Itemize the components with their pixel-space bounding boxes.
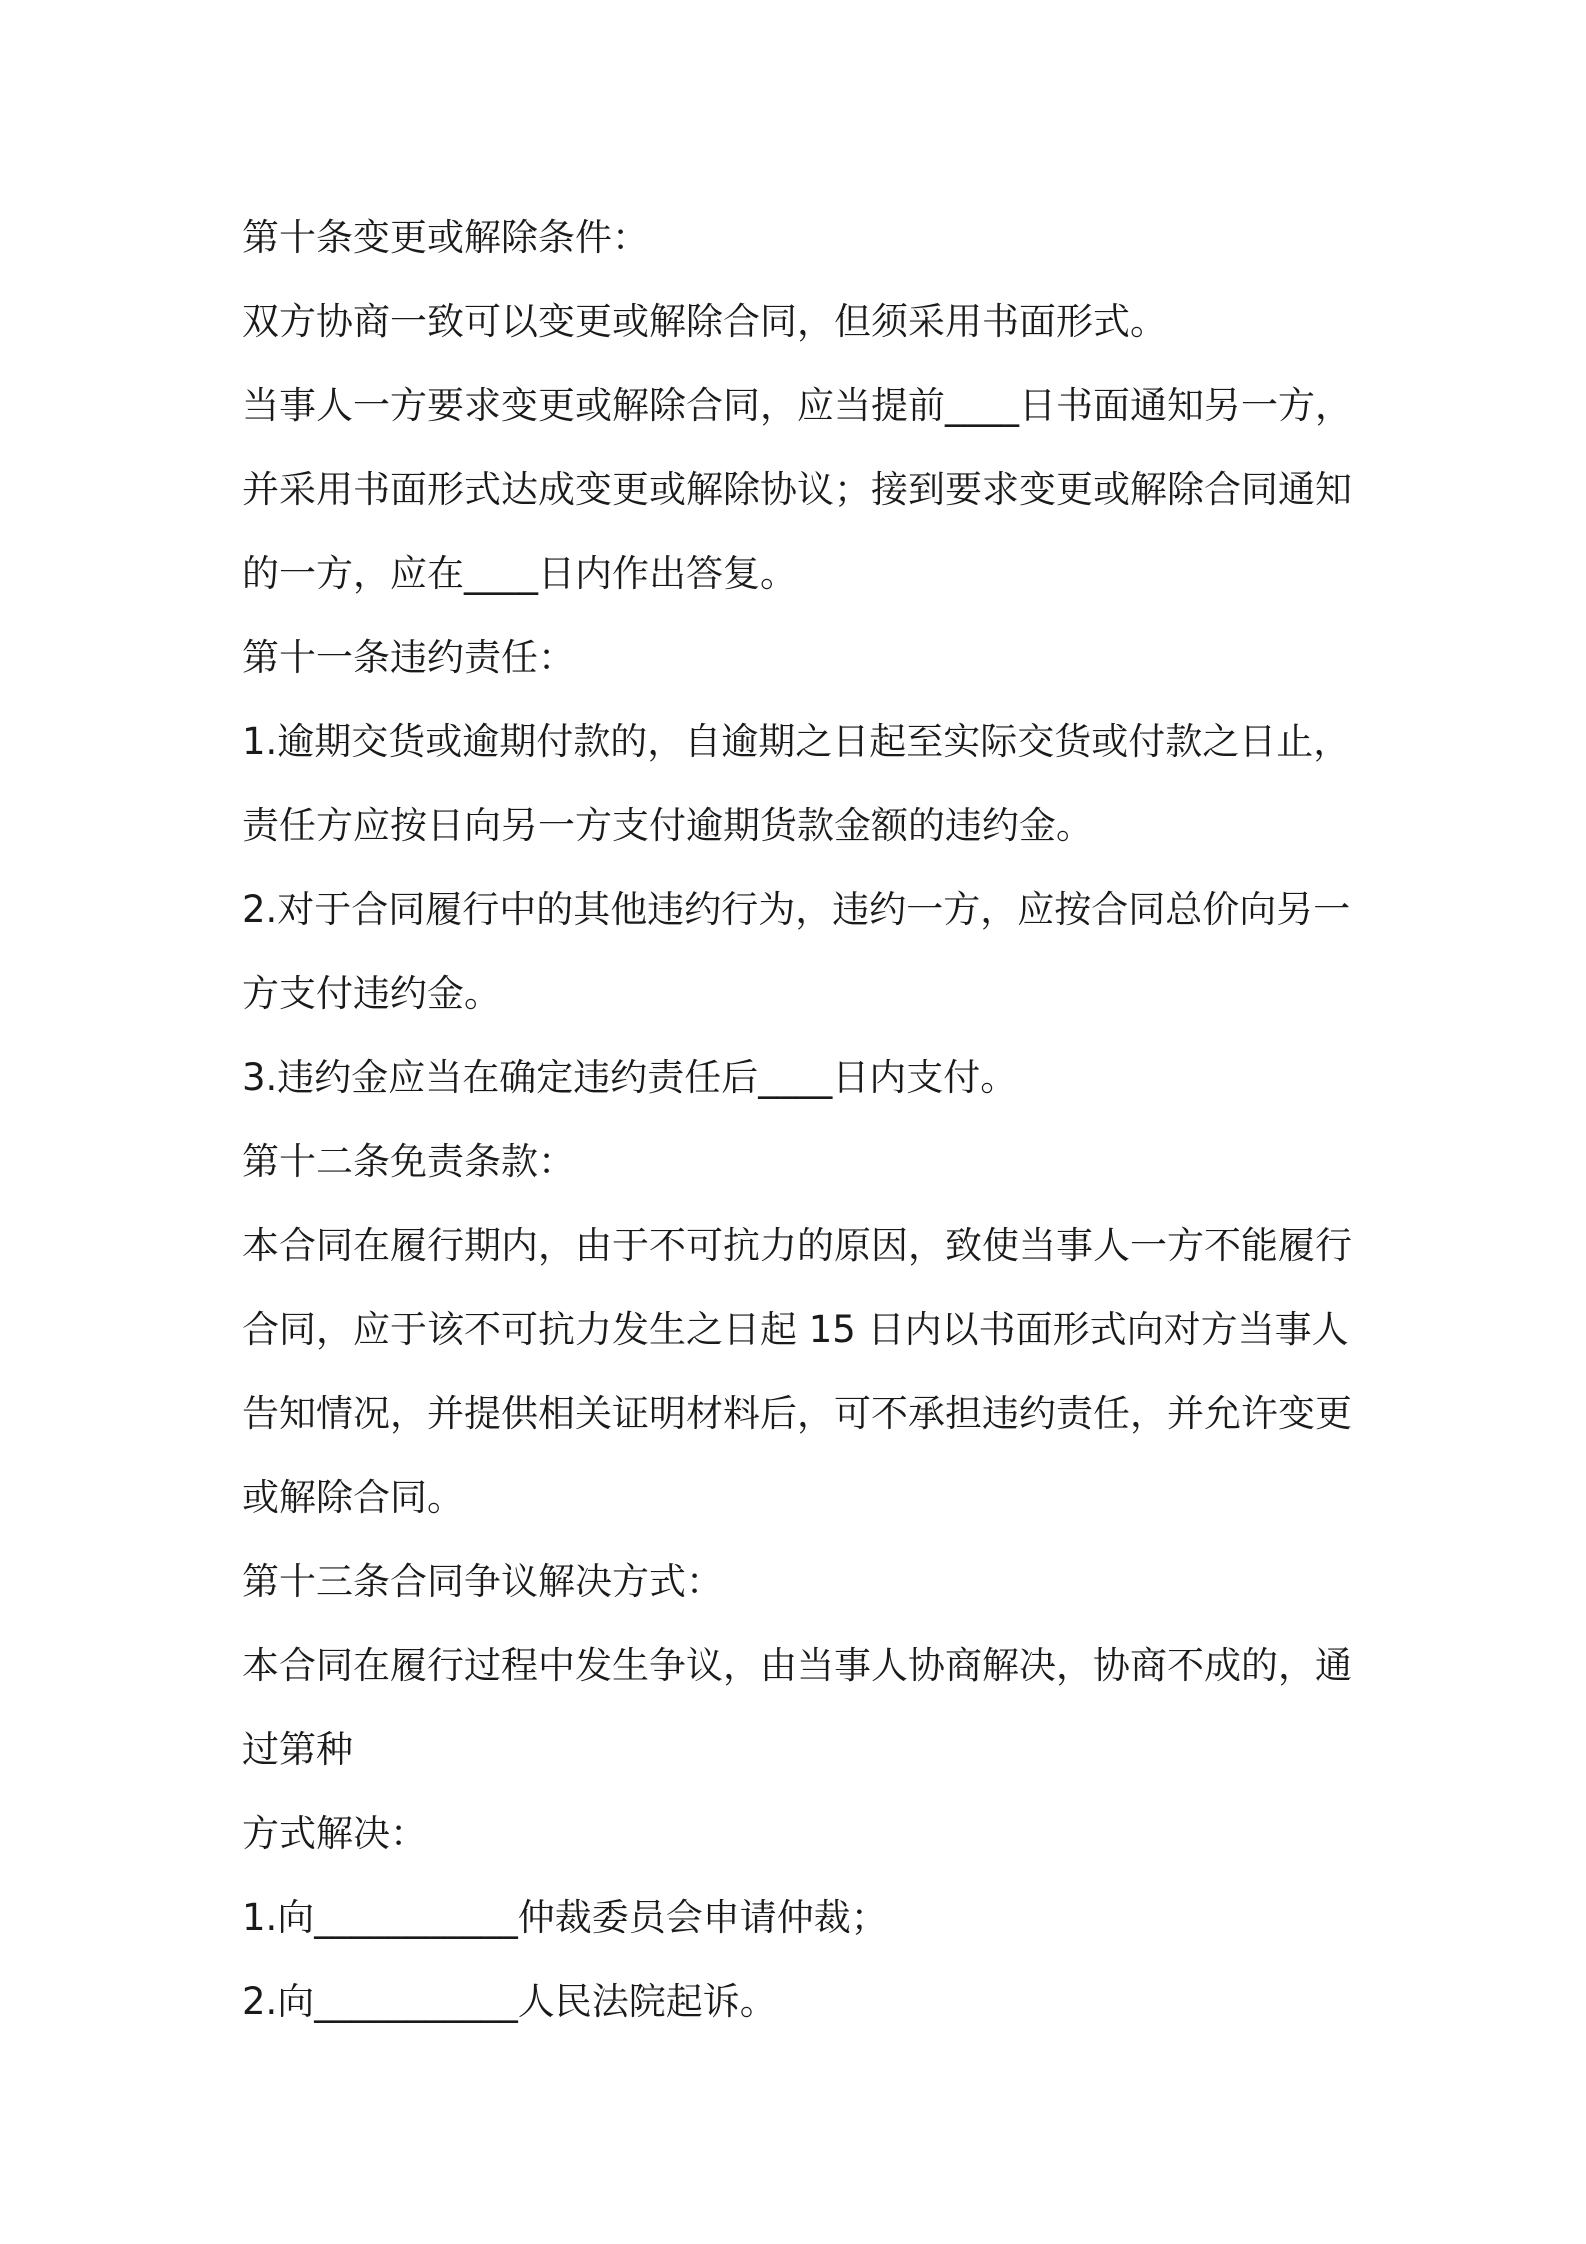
paragraph-line: 3.违约金应当在确定违约责任后____日内支付。	[242, 1056, 1018, 1099]
document-body	[242, 196, 1362, 2044]
paragraph-line: 的一方，应在____日内作出答复。	[242, 552, 797, 595]
paragraph-line: 方式解决：	[242, 1812, 427, 1855]
paragraph-line: 2.对于合同履行中的其他违约行为，违约一方，应按合同总价向另一	[242, 888, 1351, 931]
paragraph-line: 方支付违约金。	[242, 972, 501, 1015]
list-item: 1.向___________仲裁委员会申请仲裁；	[242, 1896, 888, 1939]
list-item: 2.向___________人民法院起诉。	[242, 1980, 777, 2023]
paragraph-line: 1.逾期交货或逾期付款的，自逾期之日起至实际交货或付款之日止，	[242, 720, 1351, 763]
heading-article-10: 第十条变更或解除条件：	[242, 216, 649, 259]
paragraph-line: 本合同在履行过程中发生争议，由当事人协商解决，协商不成的，通	[242, 1644, 1352, 1687]
heading-article-11: 第十一条违约责任：	[242, 636, 575, 679]
paragraph-line: 本合同在履行期内，由于不可抗力的原因，致使当事人一方不能履行	[242, 1224, 1352, 1267]
paragraph-line: 或解除合同。	[242, 1476, 464, 1519]
paragraph-line: 合同，应于该不可抗力发生之日起 15 日内以书面形式向对方当事人	[242, 1308, 1349, 1351]
paragraph-line: 告知情况，并提供相关证明材料后，可不承担违约责任，并允许变更	[242, 1392, 1352, 1435]
paragraph-line: 并采用书面形式达成变更或解除协议；接到要求变更或解除合同通知	[242, 468, 1352, 511]
paragraph-line: 双方协商一致可以变更或解除合同，但须采用书面形式。	[242, 300, 1167, 343]
paragraph-line: 当事人一方要求变更或解除合同，应当提前____日书面通知另一方，	[242, 384, 1352, 427]
paragraph-line: 责任方应按日向另一方支付逾期货款金额的违约金。	[242, 804, 1093, 847]
paragraph-line: 过第种	[242, 1728, 353, 1771]
heading-article-13: 第十三条合同争议解决方式：	[242, 1560, 723, 1603]
heading-article-12: 第十二条免责条款：	[242, 1140, 575, 1183]
